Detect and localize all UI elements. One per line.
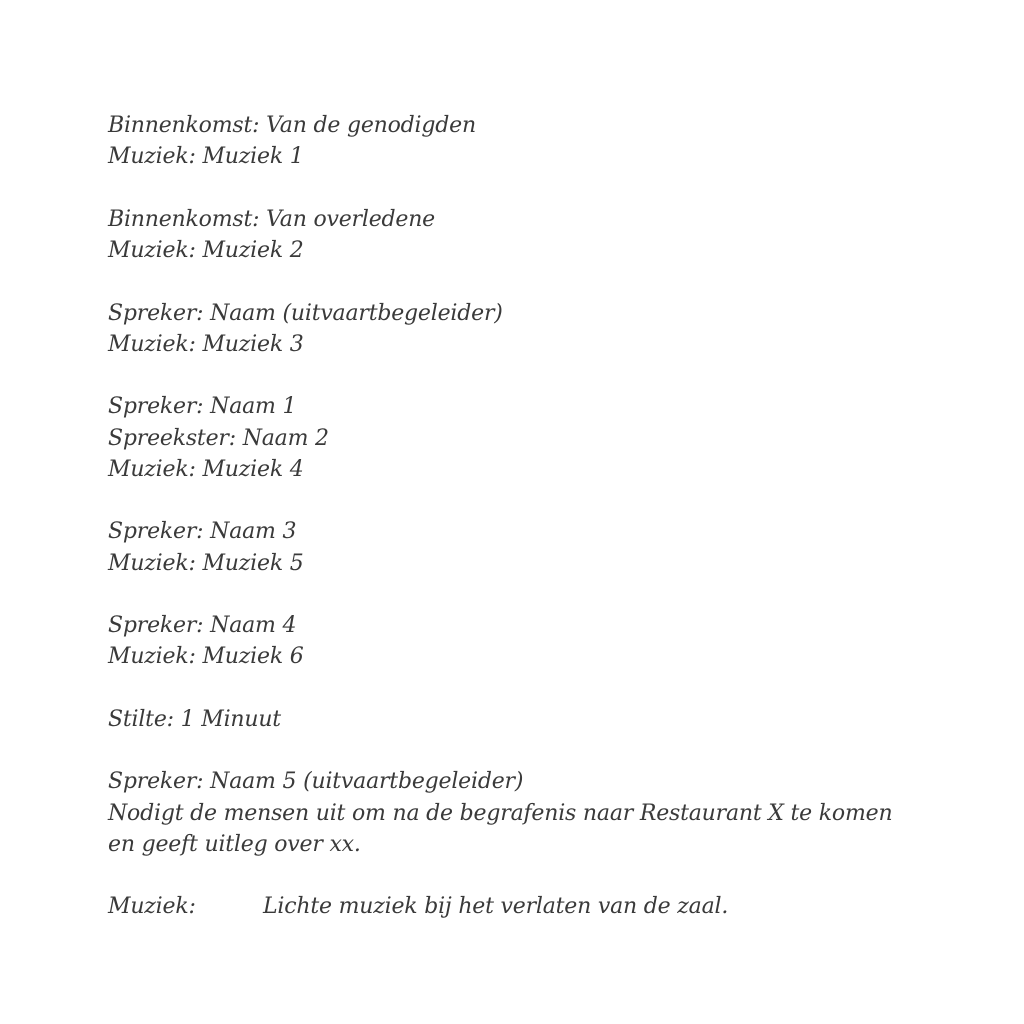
program-line: Spreker: Naam 3 (108, 519, 297, 545)
program-line: Muziek: Muziek 6 (108, 644, 304, 670)
program-line: Stilte: 1 Minuut (108, 706, 281, 732)
program-line: Muziek: Muziek 1 (108, 144, 304, 170)
program-block-speaker-5 (108, 766, 928, 860)
program-block-closing-music (108, 891, 928, 922)
program-line: Muziek: Muziek 5 (108, 550, 304, 576)
program-line: Spreker: Naam 4 (108, 613, 297, 638)
program-line: Spreker: Naam 1 (108, 394, 297, 420)
program-line: Muziek: Muziek 2 (108, 238, 304, 263)
program-line: Binnenkomst: Van de genodigden (108, 113, 476, 138)
program-line: Spreker: Naam 5 (uitvaartbegeleider) (108, 769, 524, 795)
program-line: Spreker: Naam (uitvaartbegeleider) (108, 300, 503, 326)
closing-line (108, 891, 928, 922)
program-block-speaker-3 (108, 516, 928, 579)
program-line: Muziek: Muziek 3 (108, 331, 304, 357)
program-block-arrival-deceased (108, 204, 928, 267)
program-block-speakers-1-2 (108, 391, 928, 485)
program-paragraph: Nodigt de mensen uit om na de begrafenis naar Restaurant X te komen en geeft uitleg over xx. (108, 800, 893, 857)
closing-label: Muziek: (108, 894, 196, 920)
program-block-speaker-director (108, 298, 928, 361)
program-line: Muziek: Muziek 4 (108, 456, 304, 482)
closing-text: Lichte muziek bij het verlaten van de zaal. (263, 894, 729, 920)
program-block-silence (108, 704, 928, 735)
program-block-arrival-guests (108, 110, 928, 173)
program-block-speaker-4 (108, 610, 928, 673)
program-line: Binnenkomst: Van overledene (108, 206, 436, 232)
program-content (108, 110, 928, 954)
program-line: Spreekster: Naam 2 (108, 425, 329, 451)
